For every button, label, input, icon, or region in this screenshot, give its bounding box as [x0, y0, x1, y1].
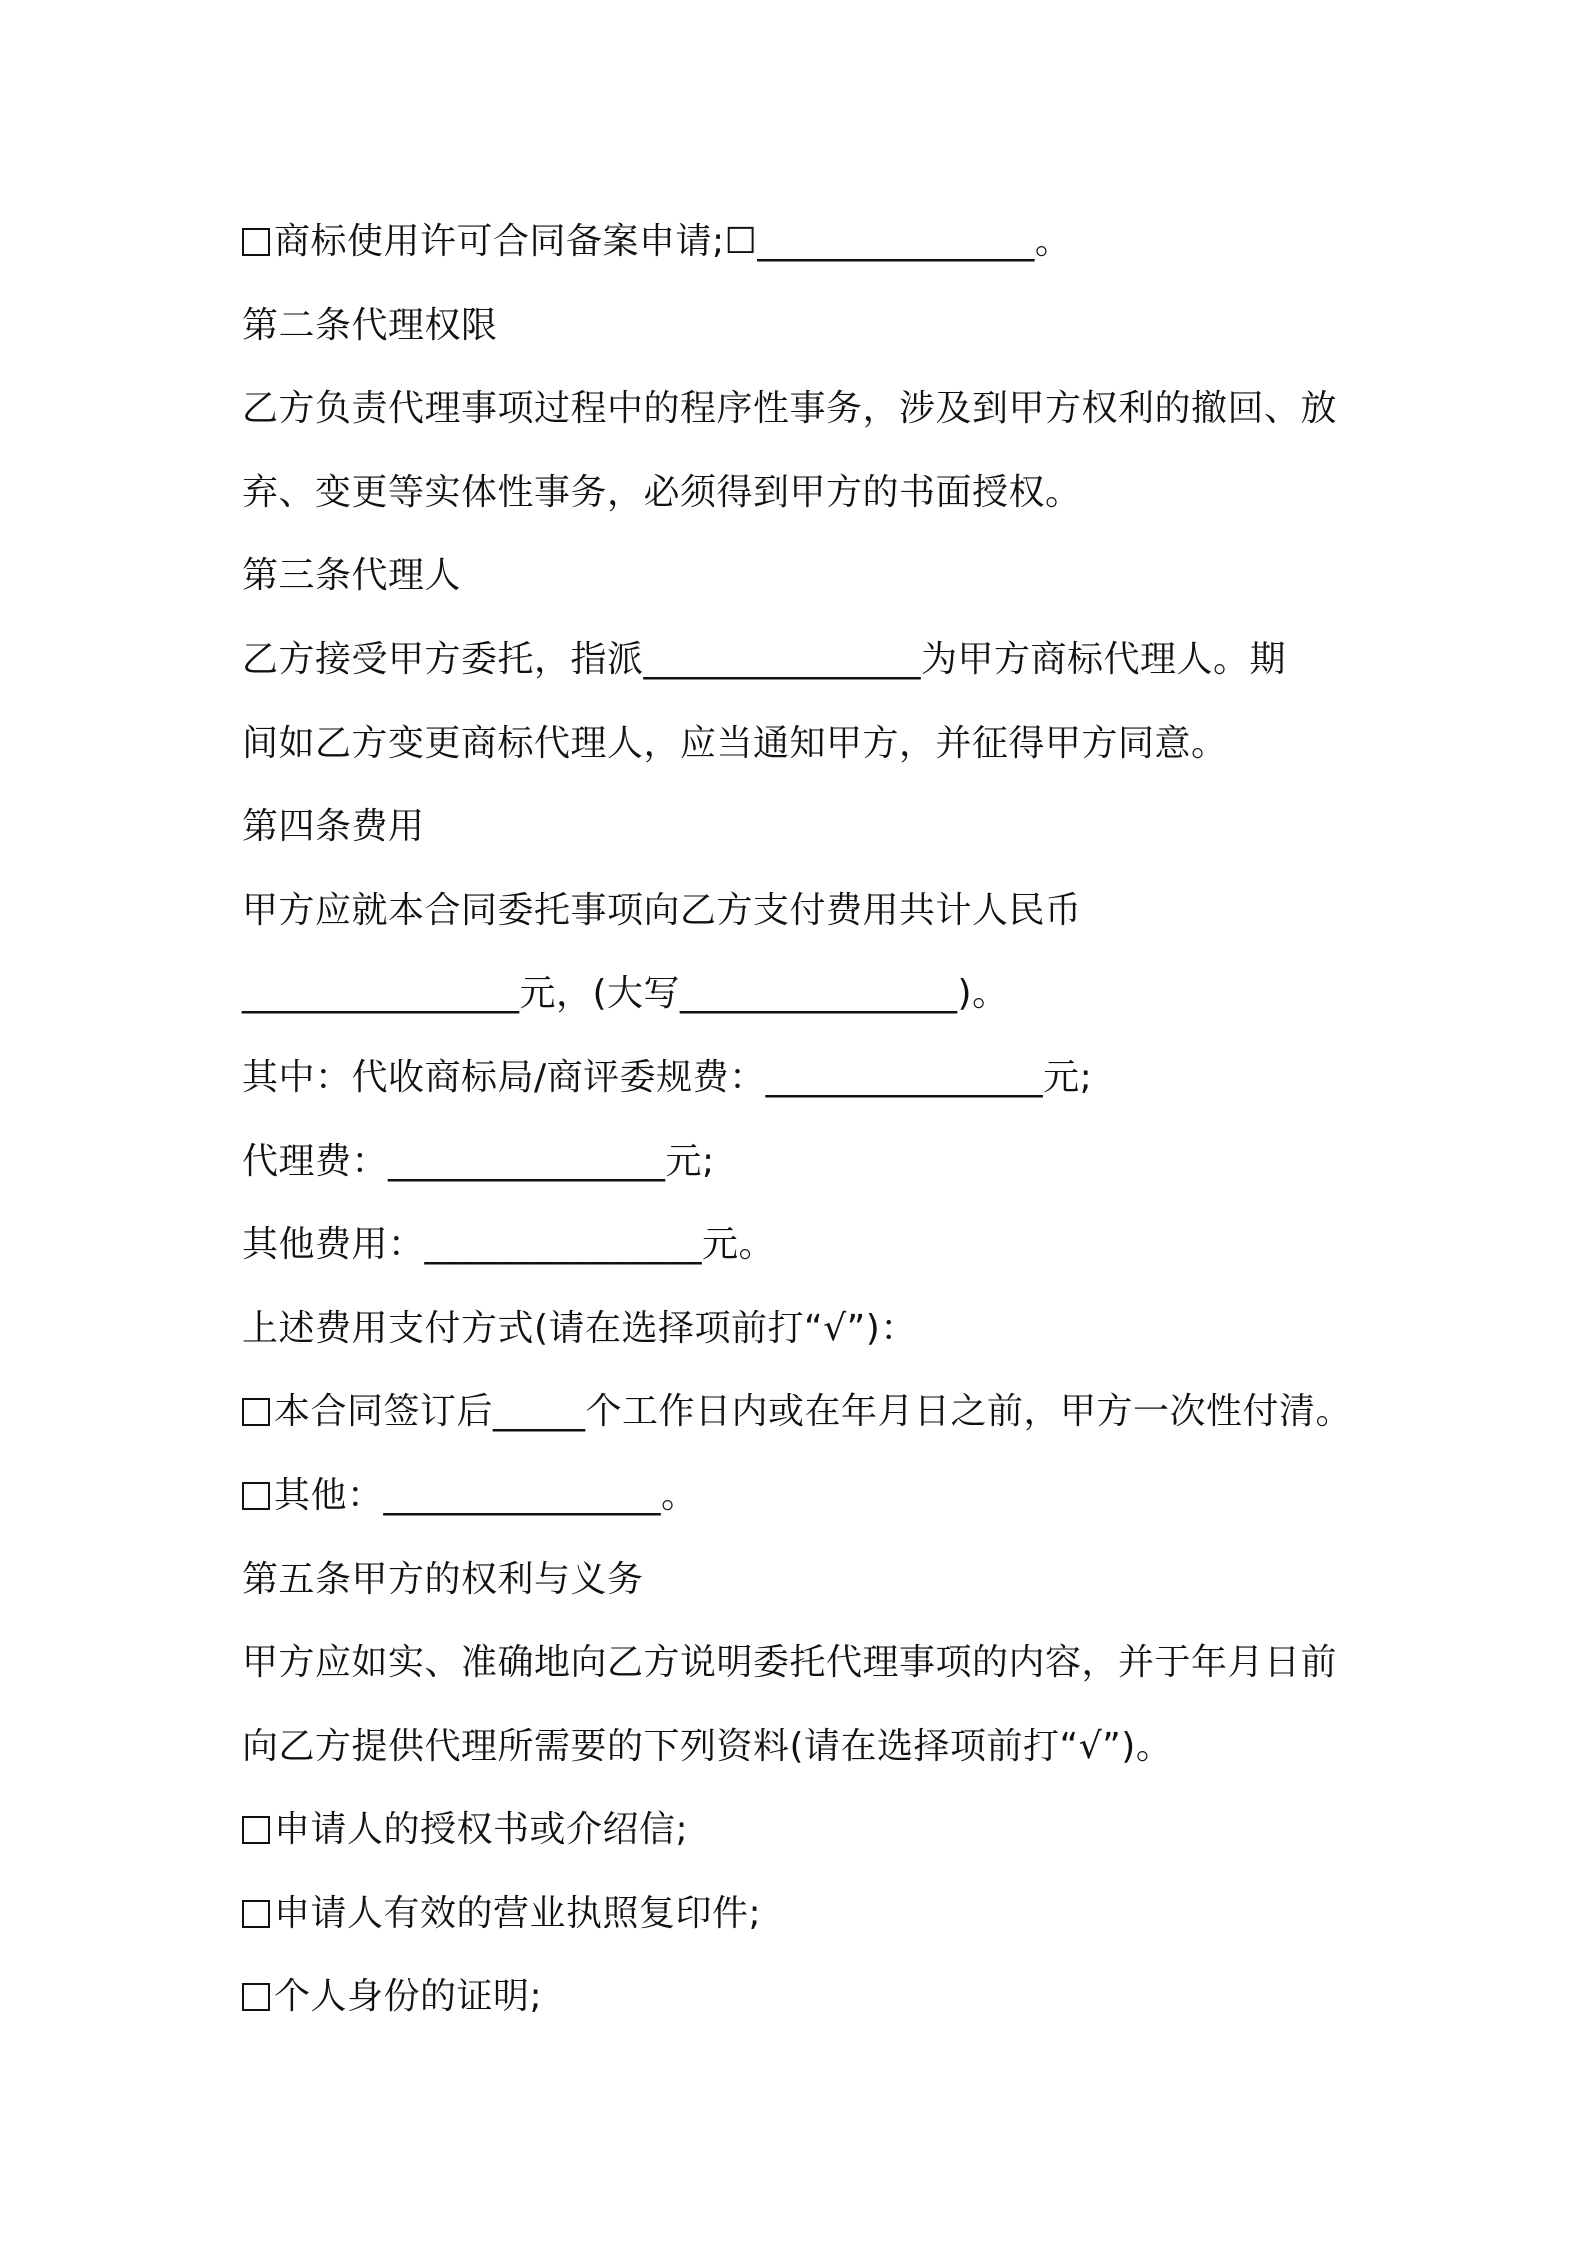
checkbox[interactable]	[242, 228, 270, 256]
option-trademark-license-filing	[242, 200, 1382, 284]
fee-other-line	[242, 1203, 1382, 1287]
line-text: 代理费：_______________元;	[242, 1140, 715, 1182]
article-2-heading	[242, 284, 1382, 368]
fee-official-line	[242, 1036, 1382, 1120]
article-5-heading	[242, 1538, 1382, 1622]
line-text: _______________元，(大写_______________)。	[242, 973, 1009, 1015]
line-text: 第三条代理人	[242, 555, 462, 597]
line-text: 甲方应就本合同委托事项向乙方支付费用共计人民币	[242, 889, 1082, 931]
paragraph-line	[242, 1705, 1382, 1789]
line-text: 其中：代收商标局/商评委规费：_______________元;	[242, 1056, 1093, 1098]
line-text: 商标使用许可合同备案申请;☐_______________。	[274, 221, 1072, 262]
line-text: 乙方接受甲方委托，指派_______________为甲方商标代理人。期	[242, 638, 1287, 680]
checkbox[interactable]	[242, 1900, 270, 1928]
paragraph-line	[242, 367, 1382, 451]
line-text: 乙方负责代理事项过程中的程序性事务，涉及到甲方权利的撤回、放	[242, 388, 1338, 430]
line-text: 其他：_______________。	[274, 1474, 698, 1516]
paragraph-line	[242, 869, 1382, 953]
fee-total-line	[242, 952, 1382, 1036]
checkbox[interactable]	[242, 1398, 270, 1426]
option-personal-id	[242, 1955, 1382, 2039]
contract-body	[242, 200, 1382, 2039]
paragraph-line	[242, 451, 1382, 535]
option-lump-sum-payment	[242, 1370, 1382, 1454]
option-business-license-copy	[242, 1872, 1382, 1956]
line-text: 上述费用支付方式(请在选择项前打“√”)：	[242, 1307, 917, 1349]
paragraph-line	[242, 1621, 1382, 1705]
paragraph-line	[242, 702, 1382, 786]
article-4-heading	[242, 785, 1382, 869]
line-text: 申请人有效的营业执照复印件;	[274, 1892, 762, 1934]
payment-method-heading	[242, 1287, 1382, 1371]
line-text: 第四条费用	[242, 806, 425, 848]
line-text: 其他费用：_______________元。	[242, 1224, 776, 1266]
line-text: 申请人的授权书或介绍信;	[274, 1809, 689, 1851]
line-text: 第五条甲方的权利与义务	[242, 1558, 644, 1600]
fee-agency-line	[242, 1120, 1382, 1204]
line-text: 间如乙方变更商标代理人，应当通知甲方，并征得甲方同意。	[242, 722, 1228, 764]
checkbox[interactable]	[242, 1482, 270, 1510]
line-text: 本合同签订后_____个工作日内或在年月日之前，甲方一次性付清。	[274, 1391, 1353, 1433]
line-text: 向乙方提供代理所需要的下列资料(请在选择项前打“√”)。	[242, 1725, 1173, 1767]
line-text: 弃、变更等实体性事务，必须得到甲方的书面授权。	[242, 471, 1082, 513]
line-text: 个人身份的证明;	[274, 1976, 543, 2018]
checkbox[interactable]	[242, 1983, 270, 2011]
option-other-payment	[242, 1454, 1382, 1538]
line-text: 甲方应如实、准确地向乙方说明委托代理事项的内容，并于年月日前	[242, 1642, 1338, 1684]
article-3-heading	[242, 534, 1382, 618]
checkbox[interactable]	[242, 1816, 270, 1844]
line-text: 第二条代理权限	[242, 304, 498, 346]
option-authorization-letter	[242, 1788, 1382, 1872]
paragraph-line	[242, 618, 1382, 702]
